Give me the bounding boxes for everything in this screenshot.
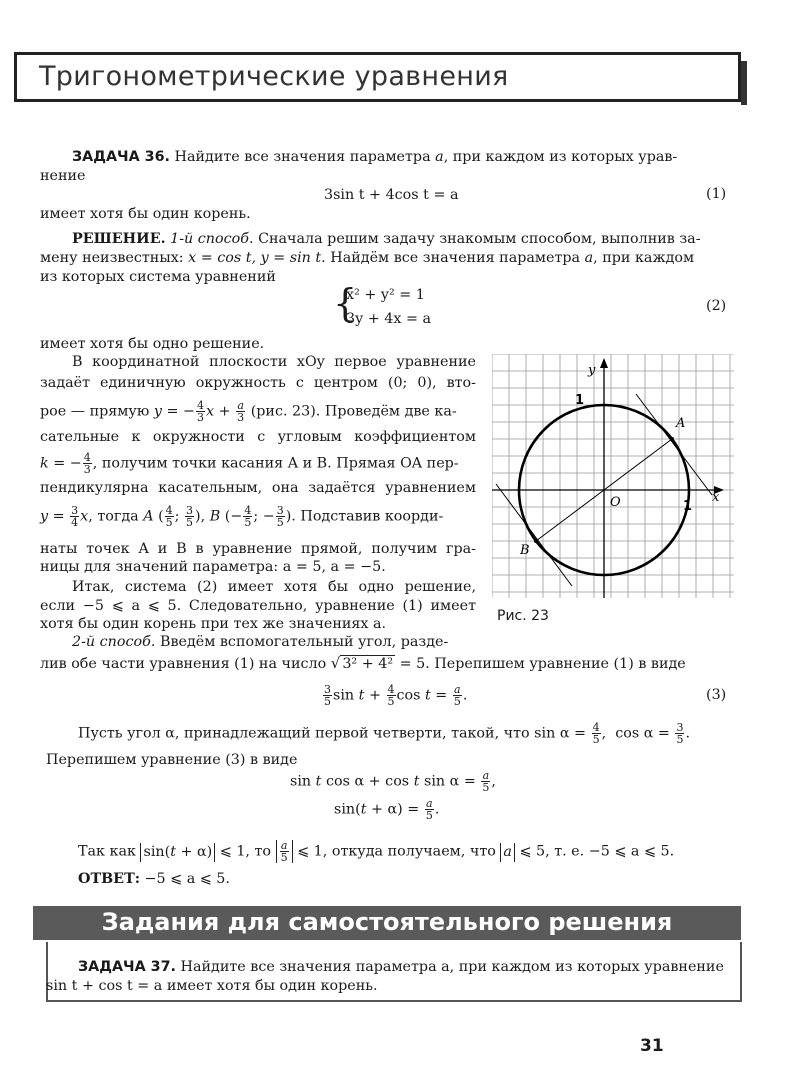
figure-caption: Рис. 23 [497,608,549,624]
system-eq-2: 3y + 4x = a [346,311,431,327]
tangent-B [496,484,572,586]
section-title: Задания для самостоятельного решения [101,908,673,936]
para-2-line-3: рое — прямую y = − $\frac{4}{3}$ x + $\frac{a}{3}$ (рис. 23). Проведём две ка- [40,399,457,424]
equation-3: $\frac{3}{5}$ sin t + $\frac{4}{5}$ cos t = $\frac{a}{5}$ . [324,683,468,708]
label-one-top: 1 [575,393,585,408]
label-O: O [610,495,621,510]
problem-36-label: ЗАДАЧА 36. [72,149,170,165]
para-3-line-3: хотя бы один корень при тех же значениях a. [40,616,387,632]
chapter-title: Тригонометрические уравнения [39,61,509,92]
tangent-A [636,394,712,495]
para-3-line-2: если −5 ⩽ a ⩽ 5. Следовательно, уравнение (1) имеет [40,598,476,614]
para-4-line-2: лив обе части уравнения (1) на число √ 3² + 4² = 5. Перепишем уравнение (1) в виде [40,654,686,672]
equation-1: 3sin t + 4cos t = a [324,187,459,203]
equation-1-number: (1) [706,186,727,202]
answer-line [78,870,230,889]
label-one-right: 1 [683,499,693,514]
equation-5: sin(t + α) = $\frac{a}{5}$ . [334,797,440,822]
figure-23 [492,354,734,598]
solution-line-2: мену неизвестных: x = cos t, y = sin t. Найдём все значения параметра a, при каждом [40,250,695,266]
para-2-line-9: ницы для значений параметра: a = 5, a = −5. [40,559,386,575]
method-2-label: 2-й способ. [72,634,156,650]
problem-37-line-1: ЗАДАЧА 37. Найдите все значения параметра a, при каждом из которых уравнение [78,959,724,975]
label-A: A [676,416,686,431]
answer-label: ОТВЕТ: [78,871,140,887]
para-2-line-4: сательные к окружности с угловым коэффициентом [40,429,476,445]
system-number: (2) [706,298,727,314]
equation-4: sin t cos α + cos t sin α = $\frac{a}{5}$ , [290,769,496,794]
para-2-line-2: задаёт единичную окружность с центром (0; 0), вто- [40,375,476,391]
solution-line-1: РЕШЕНИЕ. 1-й способ. Сначала решим задачу знакомым способом, выполнив за- [72,231,701,247]
answer-value: −5 ⩽ a ⩽ 5. [144,871,230,887]
para-4-line-1: 2-й способ. Введём вспомогательный угол, разде- [72,634,449,650]
problem-36-line-1: ЗАДАЧА 36. Найдите все значения параметра a, при каждом из которых урав- [72,149,678,165]
system-eq-1: x² + y² = 1 [346,287,425,303]
solution-label: РЕШЕНИЕ. [72,231,166,247]
para-6: Перепишем уравнение (3) в виде [46,752,298,768]
label-x: x [712,490,720,505]
point-A [670,437,674,441]
chapter-header [14,52,741,102]
page-number: 31 [640,1036,664,1056]
label-B: B [520,543,530,558]
para-2-line-7: y = $\frac{3}{4}$ x, тогда A ( $\frac{4}{5}$ ; $\frac{3}{5}$ ), B (− $\frac{4}{5}$ ; − $\frac{3}{5}$ ). Подставив коорди- [40,504,444,529]
solution-line-3: из которых система уравнений [40,269,276,285]
problem-36-line-2: нение [40,168,86,184]
system-brace: { [333,281,358,325]
problem-36-line-3: имеет хотя бы один корень. [40,206,251,222]
y-axis-arrow [600,358,608,368]
para-2-line-8: наты точек A и B в уравнение прямой, получим гра- [40,541,476,557]
section-banner [33,906,741,940]
equation-3-number: (3) [706,687,727,703]
problem-37-line-2: sin t + cos t = a имеет хотя бы один корень. [46,978,378,994]
para-2-line-1: В координатной плоскости xOy первое уравнение [72,354,476,370]
solution-line-4: имеет хотя бы одно решение. [40,336,265,352]
para-5: Пусть угол α, принадлежащий первой четверти, такой, что sin α = $\frac{4}{5}$ , cos α = $\frac{3}{5}$ . [78,721,690,746]
para-2-line-5: k = − $\frac{4}{3}$ , получим точки касания A и B. Прямая OA пер- [40,451,459,476]
para-7: Так как sin(t + α) ⩽ 1, то $\frac{a}{5}$ ⩽ 1, откуда получаем, что a ⩽ 5, т. е. −5 ⩽ a ⩽ 5. [78,839,675,864]
problem-37-label: ЗАДАЧА 37. [78,959,176,975]
para-3-line-1: Итак, система (2) имеет хотя бы одно решение, [72,579,476,595]
label-y: y [588,363,596,378]
para-2-line-6: пендикулярна касательным, она задаётся уравнением [40,480,476,496]
point-B [534,539,538,543]
